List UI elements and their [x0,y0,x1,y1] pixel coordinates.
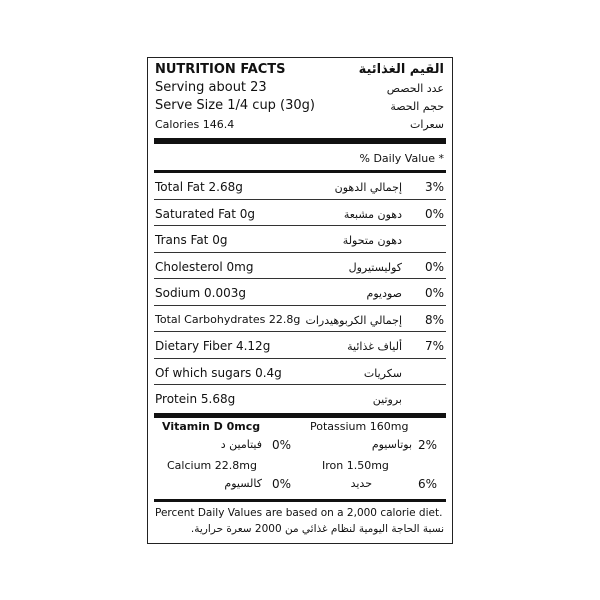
vitamin-d-ar: فيتامين د [220,438,262,451]
nutrient-name-en: Saturated Fat 0g [155,206,256,221]
servings-en: Serving about 23 [155,80,267,95]
nutrient-name-en: Trans Fat 0g [155,233,228,247]
daily-value-header: % Daily Value * [359,152,444,165]
nutrient-row [148,253,452,280]
nutrient-name-ar: إجمالي الكربوهيدرات [305,313,402,327]
nutrient-name-ar: دهون مشبعة [343,207,402,221]
vitamin-d-en: Vitamin D 0mcg [162,420,261,433]
nutrient-row [148,226,452,253]
nutrient-name-ar: سكريات [363,366,402,380]
nutrient-row [148,306,452,333]
nutrient-name-ar: بروتين [372,393,402,406]
nutrient-row [148,173,452,200]
potassium-en: Potassium 160mg [310,420,409,433]
nutrient-row [148,359,452,386]
nutrient-name-en: Cholesterol 0mg [155,259,254,274]
potassium-ar: بوتاسيوم [371,438,412,451]
calcium-ar: كالسيوم [224,477,262,490]
nutrient-daily-pct: 0% [424,206,444,221]
calories-en: Calories 146.4 [155,118,235,131]
nutrient-daily-pct: 3% [424,180,444,194]
nutrient-row [148,332,452,359]
serve-size-ar: حجم الحصة [390,100,444,113]
calcium-pct: 0% [272,477,292,491]
serve-size-en: Serve Size 1/4 cup (30g) [155,98,315,113]
nutrient-daily-pct: 0% [424,259,444,274]
nutrient-name-ar: ألياف غذائية [347,340,402,353]
nutrient-name-en: Total Fat 2.68g [155,180,243,194]
nutrition-label [147,57,453,544]
footnote-ar: نسبة الحاجة اليومية لنظام غذائي من 2000 سعرة حرارية. [190,523,444,535]
iron-ar: حديد [350,477,372,490]
potassium-pct: 2% [418,438,438,452]
nutrient-name-en: Total Carbohydrates 22.8g [155,312,301,326]
nutrient-daily-pct: 0% [424,286,444,300]
nutrient-name-ar: صوديوم [366,287,402,300]
nutrient-row [148,279,452,306]
calories-ar: سعرات [409,118,444,131]
nutrient-daily-pct: 7% [424,339,444,353]
nutrient-name-en: Sodium 0.003g [155,286,246,300]
nutrient-name-ar: إجمالي الدهون [334,181,402,194]
nutrient-row [148,200,452,227]
calcium-en: Calcium 22.8mg [167,459,257,472]
nutrient-name-ar: دهون متحولة [342,234,402,247]
thick-divider [154,138,446,144]
vitamin-d-pct: 0% [272,438,292,452]
title-en: NUTRITION FACTS [155,62,286,77]
nutrient-daily-pct: 8% [424,312,444,327]
nutrient-name-en: Protein 5.68g [155,392,236,406]
thick-divider [154,413,446,418]
iron-en: Iron 1.50mg [322,459,389,472]
footnote-en: Percent Daily Values are based on a 2,000 calorie diet. [155,507,443,519]
nutrient-row [148,385,452,412]
servings-ar: عدد الحصص [386,82,444,95]
nutrient-name-en: Dietary Fiber 4.12g [155,339,271,353]
iron-pct: 6% [418,477,438,491]
thick-divider [154,499,446,502]
title-ar: القيم الغذائية [358,62,444,77]
nutrient-name-ar: كوليستيرول [348,260,402,274]
nutrient-name-en: Of which sugars 0.4g [155,365,282,380]
